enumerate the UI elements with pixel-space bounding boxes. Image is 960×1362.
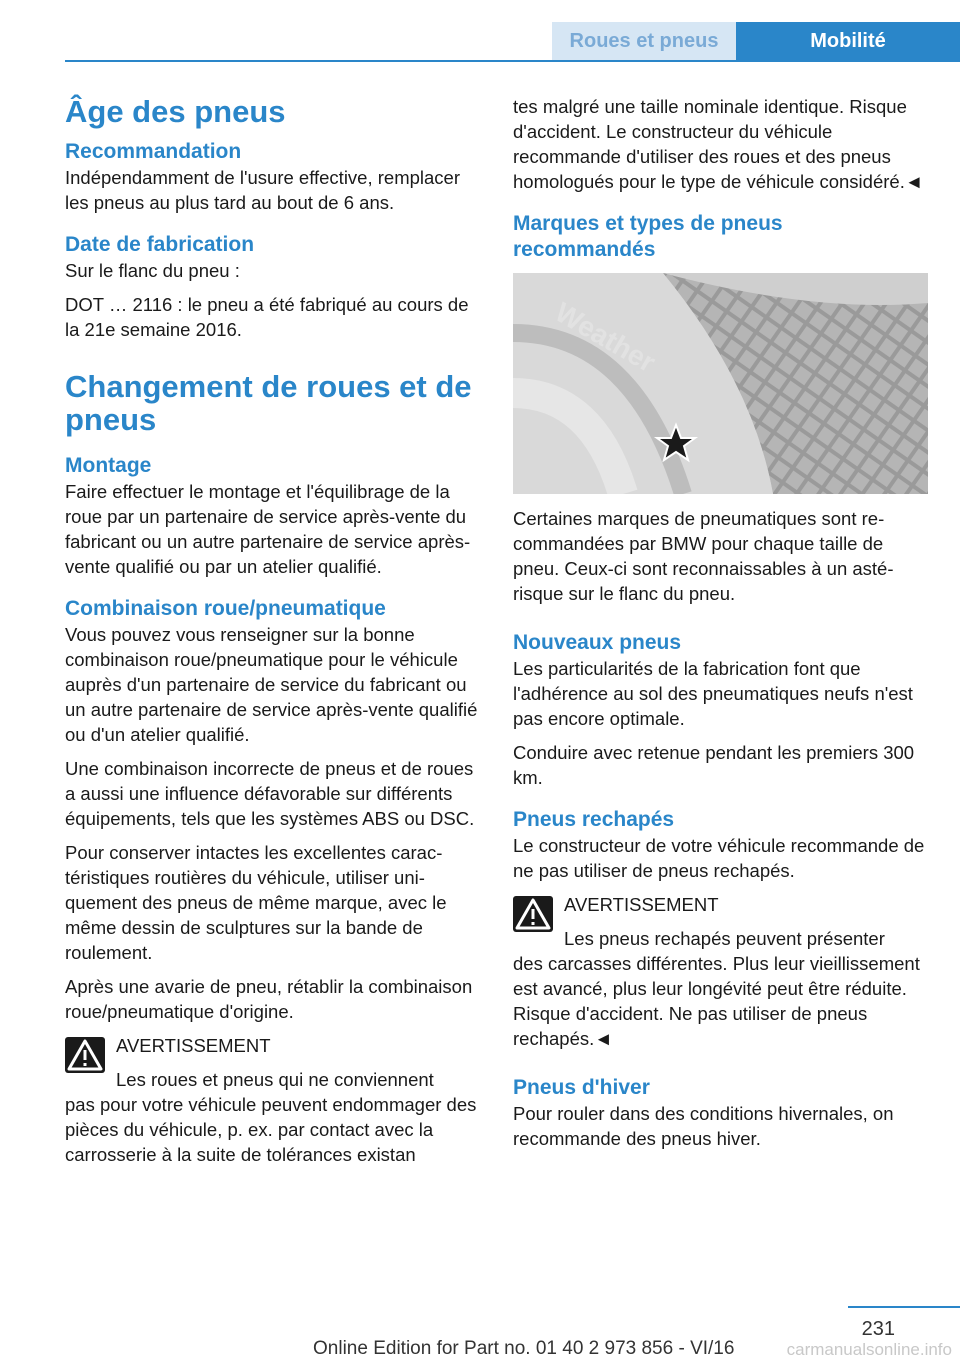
page-number: 231 — [861, 1318, 895, 1340]
footer-rule — [848, 1306, 960, 1308]
heading-changement-roues: Changement de roues et de pneus — [65, 369, 472, 437]
paragraph-combinaison-1: Vous pouvez vous renseigner sur la bonne combinaison roue/pneumatique pour le véhicule auprès d'un partenaire de service du fabricant ou un autre partenaire de service après-vente qualifié ou d'un atelier qualifié. — [65, 624, 478, 745]
warning-title: AVERTISSEMENT — [116, 1035, 271, 1056]
warning-text-rest: des carcasses différentes. Plus leur vieillissement est avancé, plus leur longévité peut être réduite. Risque d'accident. Ne pas utiliser de pneus rechapés.◄ — [513, 953, 920, 1049]
tire-sidewall-text: Weather — [550, 296, 661, 379]
heading-pneus-hiver: Pneus d'hiver — [513, 1076, 650, 1099]
paragraph-date-2: DOT … 2116 : le pneu a été fabriqué au cours de la 21e semaine 2016. — [65, 294, 469, 340]
paragraph-warning-continued: tes malgré une taille nominale identique. Risque d'accident. Le constructeur du véhicule recommande d'utiliser des roues et des pneus homologués pour le type de véhicule considéré.◄ — [513, 96, 924, 192]
paragraph-hiver: Pour rouler dans des conditions hivernales, on recommande des pneus hiver. — [513, 1103, 894, 1149]
paragraph-combinaison-4: Après une avarie de pneu, rétablir la combinaison roue/pneumatique d'origine. — [65, 976, 473, 1022]
watermark: carmanualsonline.info — [786, 1340, 952, 1359]
warning-block — [513, 892, 928, 1051]
paragraph-nouveaux-1: Les particularités de la fabrication font que l'adhérence au sol des pneumatiques neufs n'est pas encore optimale. — [513, 658, 913, 729]
warning-title: AVERTISSEMENT — [564, 894, 719, 915]
header-rule — [65, 60, 960, 62]
paragraph-date-1: Sur le flanc du pneu : — [65, 260, 240, 281]
left-column — [65, 94, 480, 1167]
warning-triangle-icon — [65, 1037, 105, 1073]
chapter-tab[interactable]: Mobilité — [736, 22, 960, 60]
heading-marques-types: Marques et types de pneus recommandés — [513, 212, 783, 261]
right-column — [513, 94, 928, 1151]
paragraph-rechapes: Le constructeur de votre véhicule recommande de ne pas utiliser de pneus rechapés. — [513, 835, 925, 881]
warning-text-line1: Les pneus rechapés peuvent présenter — [564, 928, 885, 949]
paragraph-recommandation: Indépendamment de l'usure effective, remplacer les pneus au plus tard au bout de 6 ans. — [65, 167, 460, 213]
page-header — [0, 0, 960, 62]
warning-block — [65, 1033, 480, 1167]
heading-montage: Montage — [65, 454, 152, 477]
warning-triangle-icon — [513, 896, 553, 932]
paragraph-nouveaux-2: Conduire avec retenue pendant les premiers 300 km. — [513, 742, 915, 788]
heading-pneus-rechapes: Pneus rechapés — [513, 808, 675, 831]
heading-combinaison: Combinaison roue/pneumatique — [65, 597, 386, 620]
paragraph-combinaison-3: Pour conserver intactes les excellentes caractéristiques routières du véhicule, utiliser uniquement des pneus de même marque, avec le même dessin de sculptures sur la bande de roulement. — [65, 842, 447, 963]
section-tab[interactable]: Roues et pneus — [552, 22, 736, 60]
paragraph-montage: Faire effectuer le montage et l'équilibrage de la roue par un partenaire de service après-vente du fabricant ou un autre partenaire de service après-vente qualifié ou par un atelier qualifié. — [65, 481, 471, 577]
warning-text-line1: Les roues et pneus qui ne conviennent — [116, 1069, 434, 1090]
tire-sidewall-image — [513, 273, 928, 494]
paragraph-combinaison-2: Une combinaison incorrecte de pneus et de roues a aussi une influence défavorable sur différents équipements, tels que les systèmes ABS ou DSC. — [65, 758, 475, 829]
heading-nouveaux-pneus: Nouveaux pneus — [513, 631, 682, 654]
edition-text: Online Edition for Part no. 01 40 2 973 856 - VI/16 — [313, 1338, 735, 1359]
paragraph-marques: Certaines marques de pneumatiques sont recommandées par BMW pour chaque taille de pneu. Ceux-ci sont reconnaissables à un astérisque sur le flanc du pneu. — [513, 508, 894, 604]
heading-date-fabrication: Date de fabrication — [65, 233, 255, 256]
warning-text-rest: pas pour votre véhicule peuvent endommager des pièces du véhicule, p. ex. par contact avec la carrosserie à la suite de tolérances existan — [65, 1094, 477, 1165]
heading-recommandation: Recommandation — [65, 140, 242, 163]
heading-age-des-pneus: Âge des pneus — [65, 94, 286, 129]
